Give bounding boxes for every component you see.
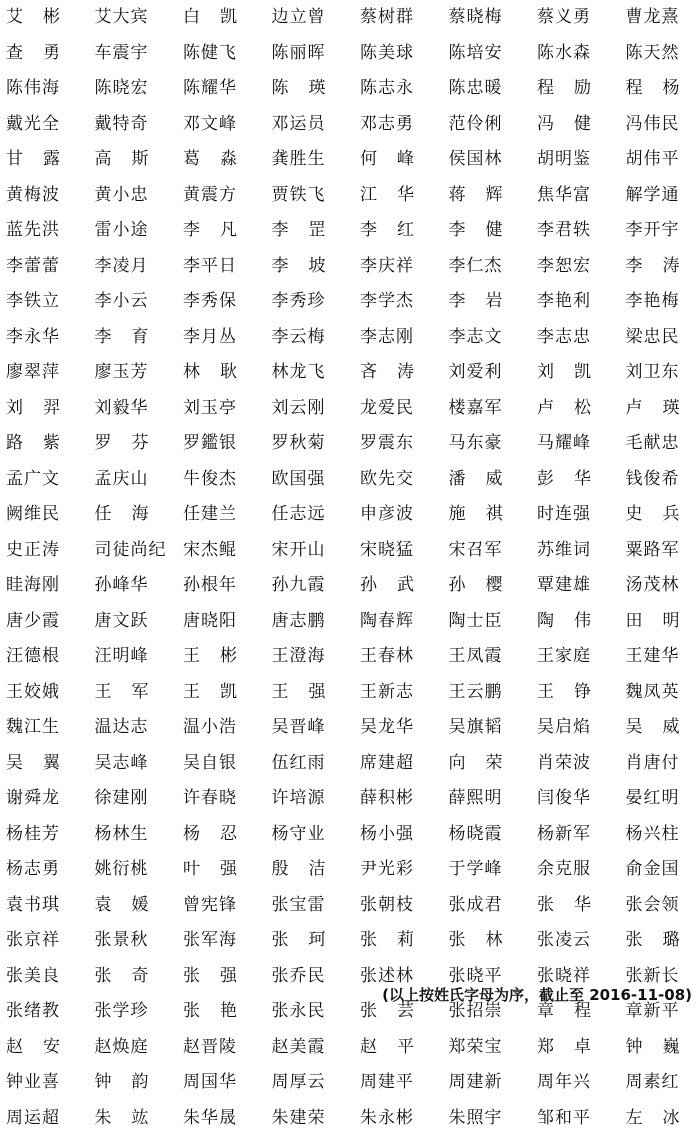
name-cell: 吴 翼 xyxy=(6,746,60,782)
name-cell: 张 林 xyxy=(449,923,503,959)
name-cell: 温小浩 xyxy=(183,710,237,746)
name-cell: 杨小强 xyxy=(360,817,414,853)
name-cell: 孙峰华 xyxy=(95,568,149,604)
name-cell: 杨林生 xyxy=(95,817,149,853)
name-cell: 郑荣宝 xyxy=(449,1030,503,1066)
name-cell: 牛俊杰 xyxy=(183,462,237,498)
name-cell: 尹光彩 xyxy=(360,852,414,888)
name-cell: 向 荣 xyxy=(449,746,503,782)
name-cell: 王新志 xyxy=(360,675,414,711)
name-cell: 周运超 xyxy=(6,1101,60,1136)
name-cell: 张宝雷 xyxy=(272,888,326,924)
name-cell: 李 坡 xyxy=(272,249,326,285)
name-cell: 刘爱利 xyxy=(449,355,503,391)
name-cell: 李庆祥 xyxy=(360,249,414,285)
name-cell: 李 涛 xyxy=(626,249,680,285)
name-cell: 宋晓猛 xyxy=(360,533,414,569)
name-cell: 王 强 xyxy=(272,675,326,711)
name-cell: 白 凯 xyxy=(183,0,237,36)
name-cell: 张述林 xyxy=(360,959,414,995)
name-cell: 孙 武 xyxy=(360,568,414,604)
name-cell: 赵 安 xyxy=(6,1030,60,1066)
name-cell: 闫俊华 xyxy=(537,781,591,817)
name-cell: 朱建荣 xyxy=(272,1101,326,1136)
name-cell: 俞金国 xyxy=(626,852,680,888)
name-cell: 张招崇 xyxy=(449,994,503,1030)
name-cell: 唐晓阳 xyxy=(183,604,237,640)
name-cell: 陈忠暖 xyxy=(449,71,503,107)
name-cell: 郑 卓 xyxy=(537,1030,591,1066)
name-cell: 廖玉芳 xyxy=(95,355,149,391)
name-cell: 张学珍 xyxy=(95,994,149,1030)
name-cell: 杨兴柱 xyxy=(626,817,680,853)
name-cell: 曾宪锋 xyxy=(183,888,237,924)
name-cell: 申彦波 xyxy=(360,497,414,533)
name-cell: 罗 芬 xyxy=(95,426,149,462)
name-cell: 史正涛 xyxy=(6,533,60,569)
name-cell: 唐志鹏 xyxy=(272,604,326,640)
name-cell: 陈健飞 xyxy=(183,36,237,72)
name-cell: 李蕾蕾 xyxy=(6,249,60,285)
name-cell: 张 强 xyxy=(183,959,237,995)
name-cell: 粟路军 xyxy=(626,533,680,569)
name-cell: 李云梅 xyxy=(272,320,326,356)
name-cell: 李仁杰 xyxy=(449,249,503,285)
name-cell: 车震宇 xyxy=(95,36,149,72)
name-cell: 张永民 xyxy=(272,994,326,1030)
name-cell: 何 峰 xyxy=(360,142,414,178)
name-cell: 钟 韵 xyxy=(95,1065,149,1101)
name-cell: 邓运员 xyxy=(272,107,326,143)
name-cell: 艾 彬 xyxy=(6,0,60,36)
name-cell: 吴旗韬 xyxy=(449,710,503,746)
name-cell: 李志文 xyxy=(449,320,503,356)
name-cell: 李 凡 xyxy=(183,213,237,249)
name-cell: 吴志峰 xyxy=(95,746,149,782)
name-cell: 王建华 xyxy=(626,639,680,675)
name-cell: 刘玉亭 xyxy=(183,391,237,427)
name-cell: 司徒尚纪 xyxy=(95,533,149,569)
name-cell: 彭 华 xyxy=(537,462,591,498)
name-cell: 陈培安 xyxy=(449,36,503,72)
name-cell: 邓志勇 xyxy=(360,107,414,143)
name-cell: 李月丛 xyxy=(183,320,237,356)
name-cell: 周建新 xyxy=(449,1065,503,1101)
name-cell: 潘 威 xyxy=(449,462,503,498)
name-cell: 于学峰 xyxy=(449,852,503,888)
name-cell: 孙九霞 xyxy=(272,568,326,604)
name-cell: 张 奇 xyxy=(95,959,149,995)
name-cell: 杨志勇 xyxy=(6,852,60,888)
name-cell: 肖唐付 xyxy=(626,746,680,782)
name-cell: 曹龙熹 xyxy=(626,0,680,36)
name-cell: 卢 瑛 xyxy=(626,391,680,427)
name-cell: 周素红 xyxy=(626,1065,680,1101)
name-cell: 楼嘉军 xyxy=(449,391,503,427)
name-cell: 张 芸 xyxy=(360,994,414,1030)
name-cell: 田 明 xyxy=(626,604,680,640)
name-cell: 吴晋峰 xyxy=(272,710,326,746)
name-cell: 王春林 xyxy=(360,639,414,675)
name-cell: 李铁立 xyxy=(6,284,60,320)
name-cell: 李君轶 xyxy=(537,213,591,249)
name-cell: 李恕宏 xyxy=(537,249,591,285)
name-cell: 李志忠 xyxy=(537,320,591,356)
name-cell: 张朝枝 xyxy=(360,888,414,924)
name-cell: 杨晓霞 xyxy=(449,817,503,853)
name-cell: 王澄海 xyxy=(272,639,326,675)
name-cell: 温达志 xyxy=(95,710,149,746)
name-cell: 孟庆山 xyxy=(95,462,149,498)
name-cell: 张会领 xyxy=(626,888,680,924)
name-cell: 任 海 xyxy=(95,497,149,533)
footer-note: (以上按姓氏字母为序，截止至 2016-11-08) xyxy=(382,985,692,1005)
name-cell: 陈天然 xyxy=(626,36,680,72)
name-cell: 薛积彬 xyxy=(360,781,414,817)
name-cell: 王家庭 xyxy=(537,639,591,675)
name-cell: 钟 巍 xyxy=(626,1030,680,1066)
name-cell: 蔡义勇 xyxy=(537,0,591,36)
name-cell: 钟业喜 xyxy=(6,1065,60,1101)
name-cell: 眭海刚 xyxy=(6,568,60,604)
name-cell: 陈耀华 xyxy=(183,71,237,107)
name-cell: 张新长 xyxy=(626,959,680,995)
name-cell: 朱照宇 xyxy=(449,1101,503,1136)
name-cell: 蔡晓梅 xyxy=(449,0,503,36)
name-cell: 李艳利 xyxy=(537,284,591,320)
name-cell: 陈 瑛 xyxy=(272,71,326,107)
name-cell: 朱 竑 xyxy=(95,1101,149,1136)
name-cell: 汤茂林 xyxy=(626,568,680,604)
name-cell: 许春晓 xyxy=(183,781,237,817)
name-cell: 胡伟平 xyxy=(626,142,680,178)
name-cell: 杨守业 xyxy=(272,817,326,853)
name-cell: 杨 忍 xyxy=(183,817,237,853)
name-cell: 陈美球 xyxy=(360,36,414,72)
name-cell: 周国华 xyxy=(183,1065,237,1101)
name-cell: 杨桂芳 xyxy=(6,817,60,853)
name-cell: 蒋 辉 xyxy=(449,178,503,214)
name-cell: 陈志永 xyxy=(360,71,414,107)
name-cell: 张 珂 xyxy=(272,923,326,959)
name-cell: 程 杨 xyxy=(626,71,680,107)
name-cell: 廖翠萍 xyxy=(6,355,60,391)
name-cell: 任建兰 xyxy=(183,497,237,533)
name-cell: 刘卫东 xyxy=(626,355,680,391)
name-cell: 刘 凯 xyxy=(537,355,591,391)
name-cell: 王 凯 xyxy=(183,675,237,711)
name-cell: 谢舜龙 xyxy=(6,781,60,817)
name-cell: 邹和平 xyxy=(537,1101,591,1136)
name-cell: 肖荣波 xyxy=(537,746,591,782)
name-cell: 蓝先洪 xyxy=(6,213,60,249)
name-cell: 查 勇 xyxy=(6,36,60,72)
name-cell: 张 华 xyxy=(537,888,591,924)
name-cell: 汪明峰 xyxy=(95,639,149,675)
name-cell: 席建超 xyxy=(360,746,414,782)
name-cell: 陈伟海 xyxy=(6,71,60,107)
name-cell: 林 耿 xyxy=(183,355,237,391)
name-cell: 袁书琪 xyxy=(6,888,60,924)
name-cell: 艾大宾 xyxy=(95,0,149,36)
name-cell: 卢 松 xyxy=(537,391,591,427)
name-cell: 魏凤英 xyxy=(626,675,680,711)
name-cell: 李永华 xyxy=(6,320,60,356)
name-cell: 欧国强 xyxy=(272,462,326,498)
name-cell: 雷小途 xyxy=(95,213,149,249)
name-cell: 张军海 xyxy=(183,923,237,959)
name-cell: 葛 淼 xyxy=(183,142,237,178)
name-cell: 袁 媛 xyxy=(95,888,149,924)
name-cell: 张 莉 xyxy=(360,923,414,959)
name-cell: 余克服 xyxy=(537,852,591,888)
name-cell: 黄梅波 xyxy=(6,178,60,214)
name-cell: 江 华 xyxy=(360,178,414,214)
name-cell: 周厚云 xyxy=(272,1065,326,1101)
name-cell: 林龙飞 xyxy=(272,355,326,391)
name-cell: 时连强 xyxy=(537,497,591,533)
name-cell: 侯国林 xyxy=(449,142,503,178)
name-cell: 汪德根 xyxy=(6,639,60,675)
name-cell: 黄小忠 xyxy=(95,178,149,214)
name-cell: 马东豪 xyxy=(449,426,503,462)
name-cell: 张晓平 xyxy=(449,959,503,995)
name-cell: 宋召军 xyxy=(449,533,503,569)
name-cell: 李志刚 xyxy=(360,320,414,356)
name-cell: 孟广文 xyxy=(6,462,60,498)
name-cell: 陶春辉 xyxy=(360,604,414,640)
name-cell: 周建平 xyxy=(360,1065,414,1101)
name-cell: 朱华晟 xyxy=(183,1101,237,1136)
name-cell: 戴光全 xyxy=(6,107,60,143)
name-cell: 赵晋陵 xyxy=(183,1030,237,1066)
name-cell: 左 冰 xyxy=(626,1101,680,1136)
name-cell: 宋杰鲲 xyxy=(183,533,237,569)
name-cell: 李秀珍 xyxy=(272,284,326,320)
name-cell: 程 励 xyxy=(537,71,591,107)
name-cell: 冯 健 xyxy=(537,107,591,143)
name-cell: 魏江生 xyxy=(6,710,60,746)
name-cell: 焦华富 xyxy=(537,178,591,214)
name-cell: 王凤霞 xyxy=(449,639,503,675)
name-cell: 张绪教 xyxy=(6,994,60,1030)
name-cell: 赵焕庭 xyxy=(95,1030,149,1066)
name-cell: 戴特奇 xyxy=(95,107,149,143)
name-cell: 赵 平 xyxy=(360,1030,414,1066)
name-cell: 罗秋菊 xyxy=(272,426,326,462)
name-cell: 王姣娥 xyxy=(6,675,60,711)
name-cell: 宋开山 xyxy=(272,533,326,569)
name-cell: 张京祥 xyxy=(6,923,60,959)
name-cell: 朱永彬 xyxy=(360,1101,414,1136)
name-cell: 高 斯 xyxy=(95,142,149,178)
name-cell: 张凌云 xyxy=(537,923,591,959)
name-cell: 龙爱民 xyxy=(360,391,414,427)
name-cell: 陶士臣 xyxy=(449,604,503,640)
name-cell: 张美良 xyxy=(6,959,60,995)
name-cell: 王 铮 xyxy=(537,675,591,711)
name-cell: 苏维词 xyxy=(537,533,591,569)
name-cell: 伍红雨 xyxy=(272,746,326,782)
name-cell: 李开宇 xyxy=(626,213,680,249)
name-cell: 覃建雄 xyxy=(537,568,591,604)
name-cell: 李 健 xyxy=(449,213,503,249)
name-cell: 钱俊希 xyxy=(626,462,680,498)
name-cell: 贾铁飞 xyxy=(272,178,326,214)
name-cell: 范伶俐 xyxy=(449,107,503,143)
name-cell: 徐建刚 xyxy=(95,781,149,817)
name-cell: 阙维民 xyxy=(6,497,60,533)
name-cell: 李凌月 xyxy=(95,249,149,285)
name-cell: 陈丽晖 xyxy=(272,36,326,72)
name-cell: 罗震东 xyxy=(360,426,414,462)
name-cell: 叶 强 xyxy=(183,852,237,888)
name-cell: 吴 威 xyxy=(626,710,680,746)
name-cell: 赵美霞 xyxy=(272,1030,326,1066)
name-cell: 任志远 xyxy=(272,497,326,533)
name-cell: 吴自银 xyxy=(183,746,237,782)
name-cell: 唐文跃 xyxy=(95,604,149,640)
name-cell: 殷 洁 xyxy=(272,852,326,888)
name-cell: 章 程 xyxy=(537,994,591,1030)
name-cell: 边立曾 xyxy=(272,0,326,36)
name-cell: 王云鹏 xyxy=(449,675,503,711)
name-cell: 黄震方 xyxy=(183,178,237,214)
name-cell: 刘云刚 xyxy=(272,391,326,427)
name-cell: 晏红明 xyxy=(626,781,680,817)
name-cell: 李秀保 xyxy=(183,284,237,320)
name-cell: 解学通 xyxy=(626,178,680,214)
name-cell: 毛献忠 xyxy=(626,426,680,462)
name-cell: 施 祺 xyxy=(449,497,503,533)
name-cell: 路 紫 xyxy=(6,426,60,462)
name-cell: 李 育 xyxy=(95,320,149,356)
name-cell: 章新平 xyxy=(626,994,680,1030)
name-cell: 冯伟民 xyxy=(626,107,680,143)
name-cell: 马耀峰 xyxy=(537,426,591,462)
name-cell: 陈水森 xyxy=(537,36,591,72)
name-cell: 吴启焰 xyxy=(537,710,591,746)
name-cell: 周年兴 xyxy=(537,1065,591,1101)
name-cell: 王 军 xyxy=(95,675,149,711)
name-cell: 吴龙华 xyxy=(360,710,414,746)
name-cell: 张 璐 xyxy=(626,923,680,959)
name-cell: 唐少霞 xyxy=(6,604,60,640)
names-grid xyxy=(6,0,696,1136)
name-cell: 甘 露 xyxy=(6,142,60,178)
name-cell: 薛熙明 xyxy=(449,781,503,817)
name-cell: 李艳梅 xyxy=(626,284,680,320)
name-cell: 张成君 xyxy=(449,888,503,924)
name-cell: 李 罡 xyxy=(272,213,326,249)
name-cell: 张乔民 xyxy=(272,959,326,995)
name-cell: 李平日 xyxy=(183,249,237,285)
name-cell: 刘 羿 xyxy=(6,391,60,427)
name-cell: 许培源 xyxy=(272,781,326,817)
name-cell: 刘毅华 xyxy=(95,391,149,427)
name-cell: 胡明鉴 xyxy=(537,142,591,178)
name-cell: 孙根年 xyxy=(183,568,237,604)
name-cell: 李 红 xyxy=(360,213,414,249)
name-cell: 吝 涛 xyxy=(360,355,414,391)
name-cell: 李学杰 xyxy=(360,284,414,320)
name-cell: 李小云 xyxy=(95,284,149,320)
name-cell: 王 彬 xyxy=(183,639,237,675)
name-cell: 陶 伟 xyxy=(537,604,591,640)
name-cell: 陈晓宏 xyxy=(95,71,149,107)
name-cell: 张晓祥 xyxy=(537,959,591,995)
name-cell: 欧先交 xyxy=(360,462,414,498)
name-cell: 张景秋 xyxy=(95,923,149,959)
name-cell: 龚胜生 xyxy=(272,142,326,178)
name-cell: 蔡树群 xyxy=(360,0,414,36)
name-cell: 罗鑑银 xyxy=(183,426,237,462)
name-cell: 史 兵 xyxy=(626,497,680,533)
name-cell: 张 艳 xyxy=(183,994,237,1030)
name-cell: 杨新军 xyxy=(537,817,591,853)
name-cell: 邓文峰 xyxy=(183,107,237,143)
name-cell: 梁忠民 xyxy=(626,320,680,356)
name-cell: 孙 樱 xyxy=(449,568,503,604)
name-cell: 李 岩 xyxy=(449,284,503,320)
name-cell: 姚衍桃 xyxy=(95,852,149,888)
